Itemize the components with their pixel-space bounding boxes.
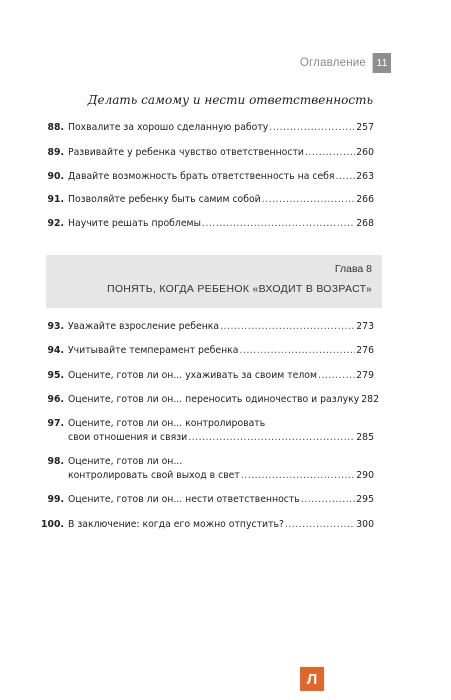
toc-entry-99 [32,493,374,507]
toc-entry-number: 100. [41,519,64,530]
running-header [300,52,391,74]
toc-entry-title-line1: Оцените, готов ли он... контролировать [68,418,266,429]
toc-entry-95 [32,369,374,383]
toc-entry-88 [32,121,374,135]
toc-entry-93 [32,320,374,334]
toc-entry-page: 263 [356,171,374,182]
toc-entry-page: 260 [356,147,374,158]
toc-entry-number: 94. [47,345,64,356]
toc-entry-91 [32,193,374,207]
toc-entry-number: 92. [47,218,64,229]
toc-entry-92 [32,217,374,231]
toc-entry-title: Развивайте у ребенка чувство ответственности [68,147,304,158]
toc-entry-page: 276 [356,345,374,356]
toc-entry-title: Давайте возможность брать ответственность на себя [68,171,335,182]
dot-leader [239,344,355,358]
toc-entry-number: 90. [47,171,64,182]
toc-entry-title-line1: Оцените, готов ли он... [68,456,183,467]
publisher-logo-glyph: Л [306,670,318,688]
page-number: 11 [372,53,391,73]
toc-entry-98 [32,455,374,483]
toc-entry-96 [32,393,379,407]
toc-entry-number: 91. [47,194,64,205]
toc-entry-title: Похвалите за хорошо сделанную работу [68,122,269,133]
chapter-label: Глава 8 [334,263,372,275]
toc-entry-page: 279 [356,370,374,381]
toc-entry-number: 88. [47,122,64,133]
toc-entry-number: 89. [47,147,64,158]
toc-entry-number: 96. [47,394,64,405]
dot-leader [318,369,355,383]
dot-leader [336,170,356,184]
dot-leader [262,193,356,207]
toc-entry-page: 282 [361,394,379,405]
toc-entry-title: контролировать свой выход в свет [68,470,240,481]
toc-entry-page: 257 [356,122,374,133]
dot-leader [220,320,355,334]
dot-leader [301,493,355,507]
toc-entry-page: 295 [356,494,374,505]
toc-entry-title: Уважайте взросление ребенка [68,321,220,332]
toc-entry-100 [32,518,374,532]
toc-entry-title: Позволяйте ребенку быть самим собой [68,194,261,205]
toc-entry-90 [32,170,374,184]
toc-entry-page: 268 [356,218,374,229]
toc-entry-number: 98. [47,456,64,467]
toc-entry-title: Оцените, готов ли он... нести ответственность [68,494,300,505]
running-header-title: Оглавление [299,57,366,69]
toc-entry-number: 95. [47,370,64,381]
toc-entry-page: 300 [356,519,374,530]
toc-entry-89 [32,146,374,160]
dot-leader [202,217,355,231]
dot-leader [188,431,355,445]
toc-entry-page: 273 [356,321,374,332]
dot-leader [305,146,355,160]
toc-entry-title: Оцените, готов ли он... ухаживать за своим телом [68,370,317,381]
toc-entry-title: В заключение: когда его можно отпустить? [68,519,284,530]
toc-entry-title: Учитывайте темперамент ребенка [68,345,239,356]
dot-leader [285,518,355,532]
chapter-heading [46,255,382,308]
toc-entry-number: 99. [47,494,64,505]
toc-entry-number: 93. [47,321,64,332]
toc-entry-page: 266 [356,194,374,205]
chapter-title: ПОНЯТЬ, КОГДА РЕБЕНОК «ВХОДИТ В ВОЗРАСТ» [106,283,372,295]
section-title: Делать самому и нести ответственность [87,93,373,107]
publisher-logo-icon [300,667,324,691]
toc-entry-page: 285 [356,432,374,443]
toc-entry-97 [32,417,374,445]
toc-entry-title: Научите решать проблемы [68,218,201,229]
dot-leader [241,469,355,483]
toc-entry-number: 97. [47,418,64,429]
toc-entry-page: 290 [356,470,374,481]
toc-entry-title: Оцените, готов ли он... переносить одиночество и разлуку [68,394,360,405]
dot-leader [269,121,355,135]
toc-entry-title: свои отношения и связи [68,432,188,443]
toc-entry-94 [32,344,374,358]
